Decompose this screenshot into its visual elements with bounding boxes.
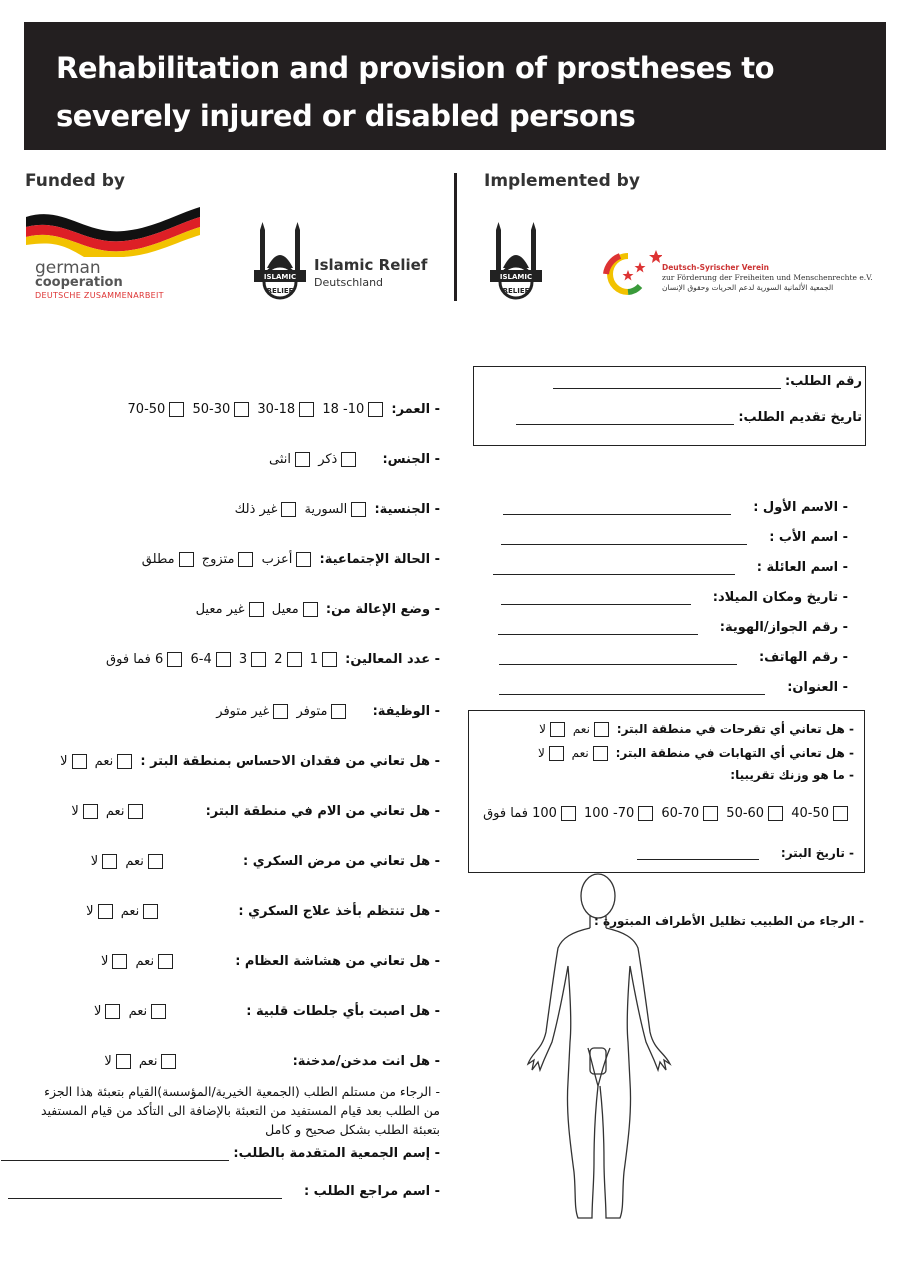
title-banner — [24, 22, 886, 150]
birth-label: - تاريخ ومكان الميلاد: — [712, 590, 848, 605]
first-name-label: - الاسم الأول : — [753, 500, 848, 515]
support-non-provider-checkbox[interactable] — [249, 602, 264, 617]
islamic-relief-subtitle: Deutschland — [314, 276, 384, 289]
job-row — [216, 704, 440, 719]
address-row — [499, 680, 848, 695]
age-row — [128, 402, 440, 417]
passport-label: - رقم الجواز/الهوية: — [719, 620, 848, 635]
smoker-yes-checkbox[interactable] — [161, 1054, 176, 1069]
weight-50-60-label: 50-60 — [726, 806, 765, 821]
pain-label: - هل تعاني من الام في منطقة البتر: — [205, 804, 440, 819]
father-name-field[interactable] — [501, 531, 747, 545]
dependents-1-label: 1 — [309, 652, 318, 667]
dependents-4-6-checkbox[interactable] — [216, 652, 231, 667]
heart-clots-row — [94, 1004, 440, 1019]
diabetes-treatment-label: - هل تنتظم بأخذ علاج السكري : — [238, 904, 440, 919]
german-cooperation-text-3: DEUTSCHE ZUSAMMENARBEIT — [35, 291, 164, 300]
islamic-relief-name: Islamic Relief — [314, 256, 428, 274]
request-number-row — [553, 374, 862, 389]
heart-clots-no-label: لا — [94, 1004, 102, 1019]
father-name-label: - اسم الأب : — [769, 530, 848, 545]
osteoporosis-no-checkbox[interactable] — [112, 954, 127, 969]
gender-row — [269, 452, 440, 467]
dependents-1-checkbox[interactable] — [322, 652, 337, 667]
family-name-field[interactable] — [493, 561, 735, 575]
marital-divorced-checkbox[interactable] — [179, 552, 194, 567]
islamic-relief-emblem-icon — [486, 222, 546, 302]
diabetes-row — [91, 854, 440, 869]
ulcers-label: - هل تعاني أي تقرحات في منطقة البتر: — [616, 722, 854, 736]
marital-married-label: متزوج — [201, 552, 235, 567]
diabetes-yes-checkbox[interactable] — [148, 854, 163, 869]
nationality-row — [235, 502, 440, 517]
pain-yes-label: نعم — [105, 804, 125, 819]
weight-70-100-checkbox[interactable] — [638, 806, 653, 821]
heart-clots-yes-label: نعم — [128, 1004, 148, 1019]
inflammation-no-label: لا — [537, 746, 545, 760]
request-number-label: رقم الطلب: — [785, 374, 862, 389]
age-18-30-label: 18-30 — [257, 402, 296, 417]
weight-60-70-label: 60-70 — [661, 806, 700, 821]
org-name-row — [1, 1146, 440, 1161]
age-30-50-label: 30-50 — [192, 402, 231, 417]
dsv-emblem-icon — [600, 246, 662, 300]
svg-text:ISLAMIC: ISLAMIC — [263, 273, 297, 281]
pain-yes-checkbox[interactable] — [128, 804, 143, 819]
pain-no-label: لا — [71, 804, 79, 819]
job-unavailable-label: غير متوفر — [216, 704, 270, 719]
father-name-row — [501, 530, 848, 545]
inflammation-no-checkbox[interactable] — [549, 746, 564, 761]
svg-text:ISLAMIC: ISLAMIC — [499, 273, 533, 281]
smoker-row — [104, 1054, 440, 1069]
marital-single-label: أعزب — [261, 552, 293, 567]
dependents-6-plus-label: 6 فما فوق — [106, 652, 164, 667]
address-label: - العنوان: — [787, 680, 848, 695]
sensation-loss-no-label: لا — [60, 754, 68, 769]
dependents-2-checkbox[interactable] — [287, 652, 302, 667]
first-name-row — [503, 500, 848, 515]
age-50-70-label: 50-70 — [127, 402, 166, 417]
gender-female-checkbox[interactable] — [295, 452, 310, 467]
diabetes-treatment-yes-checkbox[interactable] — [143, 904, 158, 919]
age-10-18-label: 10- 18 — [322, 402, 365, 417]
phone-row — [499, 650, 848, 665]
marital-label: - الحالة الإجتماعية: — [319, 552, 440, 567]
nationality-label: - الجنسية: — [374, 502, 440, 517]
dsv-name-german: Deutsch-Syrischer Verein — [662, 263, 769, 272]
family-name-label: - اسم العائلة : — [756, 560, 848, 575]
amputation-date-field[interactable] — [637, 846, 759, 860]
german-flag-wave-icon — [24, 205, 204, 257]
page-title: Rehabilitation and provision of prostheses to severely injured or disabled persons — [56, 51, 775, 133]
weight-100-plus-label: 100 فما فوق — [483, 806, 557, 821]
dependents-3-label: 3 — [238, 652, 248, 667]
dependents-6-plus-checkbox[interactable] — [167, 652, 182, 667]
age-10-18-checkbox[interactable] — [368, 402, 383, 417]
inflammation-yes-label: نعم — [571, 746, 589, 760]
osteoporosis-label: - هل تعاني من هشاشة العظام : — [235, 954, 440, 969]
implemented-by-label: Implemented by — [484, 171, 640, 191]
pain-no-checkbox[interactable] — [83, 804, 98, 819]
support-non-provider-label: غير معيل — [195, 602, 245, 617]
job-label: - الوظيفة: — [372, 704, 440, 719]
diabetes-treatment-row — [86, 904, 440, 919]
org-name-label: - إسم الجمعية المتقدمة بالطلب: — [233, 1146, 440, 1161]
phone-label: - رقم الهاتف: — [758, 650, 848, 665]
inflammation-yes-checkbox[interactable] — [593, 746, 608, 761]
nationality-syrian-checkbox[interactable] — [351, 502, 366, 517]
sensation-loss-no-checkbox[interactable] — [72, 754, 87, 769]
gender-female-label: انثى — [269, 452, 292, 467]
smoker-label: - هل انت مدخن/مدخنة: — [292, 1054, 440, 1069]
weight-50-60-checkbox[interactable] — [768, 806, 783, 821]
nationality-syrian-label: السورية — [304, 502, 348, 517]
dependents-2-label: 2 — [274, 652, 283, 667]
reviewer-field[interactable] — [8, 1185, 282, 1199]
first-name-field[interactable] — [503, 501, 731, 515]
birth-row — [501, 590, 848, 605]
reviewer-label: - اسم مراجع الطلب : — [303, 1184, 440, 1199]
ulcers-yes-checkbox[interactable] — [594, 722, 609, 737]
marital-single-checkbox[interactable] — [296, 552, 311, 567]
diabetes-no-label: لا — [90, 854, 99, 869]
diabetes-no-checkbox[interactable] — [102, 854, 117, 869]
svg-text:RELIEF: RELIEF — [502, 287, 530, 295]
marital-married-checkbox[interactable] — [238, 552, 253, 567]
age-label: - العمر: — [391, 402, 440, 417]
sensation-loss-yes-label: نعم — [94, 754, 114, 769]
heart-clots-no-checkbox[interactable] — [105, 1004, 120, 1019]
weight-question-label: - ما هو وزنك تقريبيا: — [730, 768, 854, 782]
weight-options-row — [483, 806, 852, 821]
phone-field[interactable] — [499, 651, 737, 665]
address-field[interactable] — [499, 681, 765, 695]
weight-60-70-checkbox[interactable] — [703, 806, 718, 821]
ulcers-no-label: لا — [539, 722, 546, 736]
inflammation-label: - هل تعاني أي التهابات في منطقة البتر: — [615, 746, 854, 760]
heart-clots-yes-checkbox[interactable] — [151, 1004, 166, 1019]
gender-label: - الجنس: — [382, 452, 440, 467]
org-name-field[interactable] — [1, 1147, 229, 1161]
diabetes-yes-label: نعم — [125, 854, 144, 869]
support-label: - وضع الإعالة من: — [325, 602, 440, 617]
family-name-row — [493, 560, 848, 575]
age-18-30-checkbox[interactable] — [299, 402, 314, 417]
job-available-label: متوفر — [296, 704, 328, 719]
amputation-date-label: - تاريخ البتر: — [780, 846, 854, 860]
request-number-field[interactable] — [553, 375, 781, 389]
osteoporosis-row — [101, 954, 440, 969]
diabetes-treatment-no-label: لا — [86, 904, 94, 919]
german-cooperation-text-1: german — [35, 258, 101, 278]
gender-male-label: ذكر — [318, 452, 338, 467]
smoker-no-checkbox[interactable] — [116, 1054, 131, 1069]
support-provider-checkbox[interactable] — [303, 602, 318, 617]
request-date-label: تاريخ تقديم الطلب: — [738, 410, 862, 425]
doctor-note-label: - الرجاء من الطبيب تظليل الأطراف المبتورة : — [594, 914, 864, 928]
passport-row — [498, 620, 848, 635]
weight-100-plus-checkbox[interactable] — [561, 806, 576, 821]
svg-text:RELIEF: RELIEF — [266, 287, 294, 295]
diabetes-treatment-no-checkbox[interactable] — [98, 904, 113, 919]
birth-field[interactable] — [501, 591, 691, 605]
sensation-loss-yes-checkbox[interactable] — [117, 754, 132, 769]
body-outline-diagram[interactable] — [522, 872, 682, 1232]
dependents-3-checkbox[interactable] — [251, 652, 266, 667]
smoker-yes-label: نعم — [138, 1054, 158, 1069]
osteoporosis-no-label: لا — [100, 954, 109, 969]
german-cooperation-text-2: cooperation — [35, 275, 123, 290]
dsv-subtitle-german: zur Förderung der Freiheiten und Menschenrechte e.V. — [662, 273, 873, 282]
amputation-date-row — [637, 846, 854, 860]
age-30-50-checkbox[interactable] — [234, 402, 249, 417]
diabetes-treatment-yes-label: نعم — [120, 904, 140, 919]
request-date-row — [516, 410, 862, 425]
diabetes-label: - هل تعاني من مرض السكري : — [243, 854, 440, 869]
support-row — [196, 602, 440, 617]
weight-40-50-label: 40-50 — [791, 806, 829, 821]
dsv-name-arabic: الجمعية الألمانية السورية لدعم الحريات وحقوق الإنسان — [662, 283, 834, 292]
dependents-label: - عدد المعالين: — [345, 652, 440, 667]
receiver-instructions: - الرجاء من مستلم الطلب (الجمعية الخيرية/المؤسسة)القيام بتعبئة هذا الجزء من الطلب بعد قيام المستفيد من التعبئة بالإضافة الى التأكد من قيام المستفيد بتعبئة الطلب بشكل صحيح و كامل — [40, 1084, 440, 1137]
gender-male-checkbox[interactable] — [341, 452, 356, 467]
weight-70-100-label: 70- 100 — [584, 806, 635, 821]
nationality-other-checkbox[interactable] — [281, 502, 296, 517]
ulcers-row — [539, 722, 854, 737]
reviewer-row — [8, 1184, 440, 1199]
dependents-row — [106, 652, 440, 667]
age-50-70-checkbox[interactable] — [169, 402, 184, 417]
support-provider-label: معيل — [271, 602, 299, 617]
islamic-relief-emblem-icon — [250, 222, 310, 302]
marital-row — [142, 552, 440, 567]
weight-40-50-checkbox[interactable] — [833, 806, 848, 821]
weight-question-row — [730, 768, 854, 782]
job-unavailable-checkbox[interactable] — [273, 704, 288, 719]
inflammation-row — [538, 746, 854, 761]
logo-divider — [454, 173, 457, 301]
request-date-field[interactable] — [516, 411, 734, 425]
nationality-other-label: غير ذلك — [234, 502, 278, 517]
sensation-loss-label: - هل تعاني من فقدان الاحساس بمنطقة البتر : — [140, 754, 440, 769]
marital-divorced-label: مطلق — [141, 552, 175, 567]
sensation-loss-row — [60, 754, 440, 769]
german-cooperation-logo — [24, 205, 204, 305]
smoker-no-label: لا — [104, 1054, 112, 1069]
job-available-checkbox[interactable] — [331, 704, 346, 719]
heart-clots-label: - هل اصبت بأي جلطات قلبية : — [246, 1004, 440, 1019]
dependents-4-6-label: 4-6 — [190, 652, 212, 667]
osteoporosis-yes-checkbox[interactable] — [158, 954, 173, 969]
pain-row — [71, 804, 440, 819]
funded-by-label: Funded by — [25, 171, 126, 191]
ulcers-no-checkbox[interactable] — [550, 722, 565, 737]
ulcers-yes-label: نعم — [572, 722, 590, 736]
passport-field[interactable] — [498, 621, 698, 635]
osteoporosis-yes-label: نعم — [135, 954, 155, 969]
